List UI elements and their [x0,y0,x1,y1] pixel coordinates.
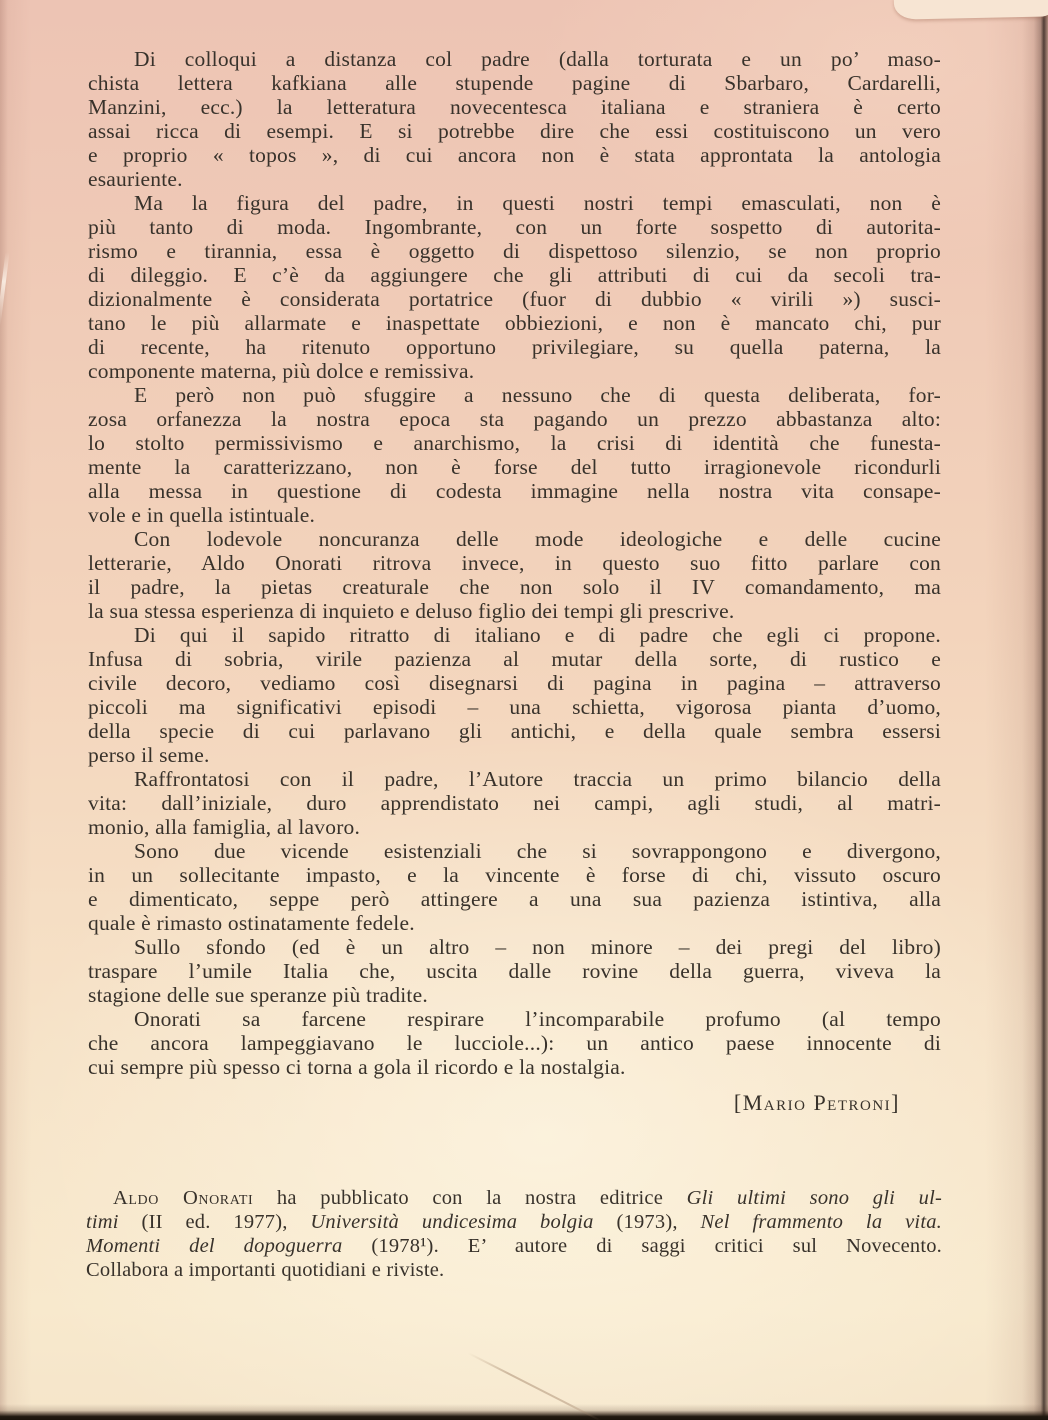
text-line: Con lodevole noncuranza delle mode ideologiche e delle cucine [134,527,941,551]
book-title: timi [86,1211,119,1233]
book-title: Momenti del dopoguerra [86,1235,343,1257]
reviewer-signature: [Mario Petroni] [733,1090,900,1115]
text-line: di dileggio. E c’è da aggiungere che gli attributi di cui da secoli tra- [88,263,941,287]
text-line: Ma la figura del padre, in questi nostri tempi emasculati, non è [134,191,941,215]
text-line: tano le più allarmate e inaspettate obbiezioni, e non è mancato chi, pur [88,311,941,335]
text-line: Infusa di sobria, virile pazienza al mutar della sorte, di rustico e [88,647,941,671]
author-note-line [86,1234,942,1258]
scan-edge-bottom [0,1404,1048,1420]
author-note-line [86,1210,942,1234]
book-title: Gli ultimi sono gli ul- [686,1187,943,1209]
text-line: letterarie, Aldo Onorati ritrova invece, in questo suo fitto parlare con [88,551,941,575]
text-line: lo stolto permissivismo e anarchismo, la crisi di identità che funesta- [88,431,941,455]
text-line: il padre, la pietas creaturale che non solo il IV comandamento, ma [88,575,941,599]
author-name: Aldo Onorati [113,1187,254,1209]
text-line: Sullo sfondo (ed è un altro – non minore – dei pregi del libro) [134,935,941,959]
text-line: Onorati sa farcene respirare l’incomparabile profumo (al tempo [134,1007,941,1031]
text-line: traspare l’umile Italia che, uscita dalle rovine della guerra, viveva la [88,959,941,983]
text-line: che ancora lampeggiavano le lucciole...): un antico paese innocente di [88,1031,941,1055]
author-note-line [86,1258,942,1282]
text-line: cui sempre più spesso ci torna a gola il ricordo e la nostalgia. [88,1055,626,1079]
text-line: stagione delle sue speranze più tradite. [88,983,428,1007]
text-line: Raffrontatosi con il padre, l’Autore traccia un primo bilancio della [134,767,941,791]
book-title: Nel frammento la vita. [700,1211,942,1233]
text-line: più tanto di moda. Ingombrante, con un forte sospetto di autorita- [88,215,941,239]
author-bio-note [86,1186,942,1282]
text-line: assai ricca di esempi. E si potrebbe dire che essi costituiscono un vero [88,119,941,143]
text-line: vita: dall’iniziale, duro apprendistato nei campi, agli studi, al matri- [88,791,941,815]
jacket-blurb-text [88,47,941,1079]
text-line: Sono due vicende esistenziali che si sovrappongono e divergono, [134,839,941,863]
scan-edge-left [0,0,8,1420]
text-line: componente materna, più dolce e remissiva. [88,359,475,383]
note-text: (II ed. 1977), [118,1211,311,1233]
text-line: vole e in quella istintuale. [88,503,316,527]
note-text: (1978¹). E’ autore di saggi critici sul Novecento. [342,1235,943,1257]
scan-edge-right [1022,0,1048,1420]
note-text: Collabora a importanti quotidiani e riviste. [86,1259,445,1281]
note-text: (1973), [593,1211,701,1233]
text-line: e dimenticato, seppe però attingere a una sua pazienza istintiva, alla [88,887,941,911]
text-line: Di colloqui a distanza col padre (dalla torturata e un po’ maso- [134,47,941,71]
text-line: esauriente. [88,167,183,191]
text-line: zosa orfanezza la nostra epoca sta pagando un prezzo abbastanza alto: [88,407,941,431]
text-line: Manzini, ecc.) la letteratura novecentesca italiana e straniera è certo [88,95,941,119]
text-line: piccoli ma significativi episodi – una schietta, vigorosa pianta d’uomo, [88,695,941,719]
text-line: della specie di cui parlavano gli antichi, e della quale sembra essersi [88,719,941,743]
author-note-line [86,1186,942,1210]
text-line: alla messa in questione di codesta immagine nella nostra vita consape- [88,479,941,503]
text-line: chista lettera kafkiana alle stupende pagine di Sbarbaro, Cardarelli, [88,71,941,95]
text-line: la sua stessa esperienza di inquieto e deluso figlio dei tempi gli prescrive. [88,599,735,623]
text-line: di recente, ha ritenuto opportuno privilegiare, su quella paterna, la [88,335,941,359]
text-line: Di qui il sapido ritratto di italiano e di padre che egli ci propone. [134,623,941,647]
text-line: e proprio « topos », di cui ancora non è stata approntata la antologia [88,143,941,167]
text-line: civile decoro, vediamo così disegnarsi di pagina in pagina – attraverso [88,671,941,695]
note-text: ha pubblicato con la nostra editrice [253,1187,687,1209]
book-title: Università undicesima bolgia [310,1211,594,1233]
text-line: mente la caratterizzano, non è forse del tutto irragionevole ricondurli [88,455,941,479]
text-line: monio, alla famiglia, al lavoro. [88,815,361,839]
text-line: quale è rimasto ostinatamente fedele. [88,911,415,935]
text-line: dizionalmente è considerata portatrice (fuor di dubbio « virili ») susci- [88,287,941,311]
text-line: rismo e tirannia, essa è oggetto di dispettoso silenzio, se non proprio [88,239,941,263]
corner-tear-mark [894,0,1048,20]
text-line: in un sollecitante impasto, e la vincente è forse di chi, vissuto oscuro [88,863,941,887]
text-line: perso il seme. [88,743,210,767]
text-line: E però non può sfuggire a nessuno che di questa deliberata, for- [134,383,941,407]
